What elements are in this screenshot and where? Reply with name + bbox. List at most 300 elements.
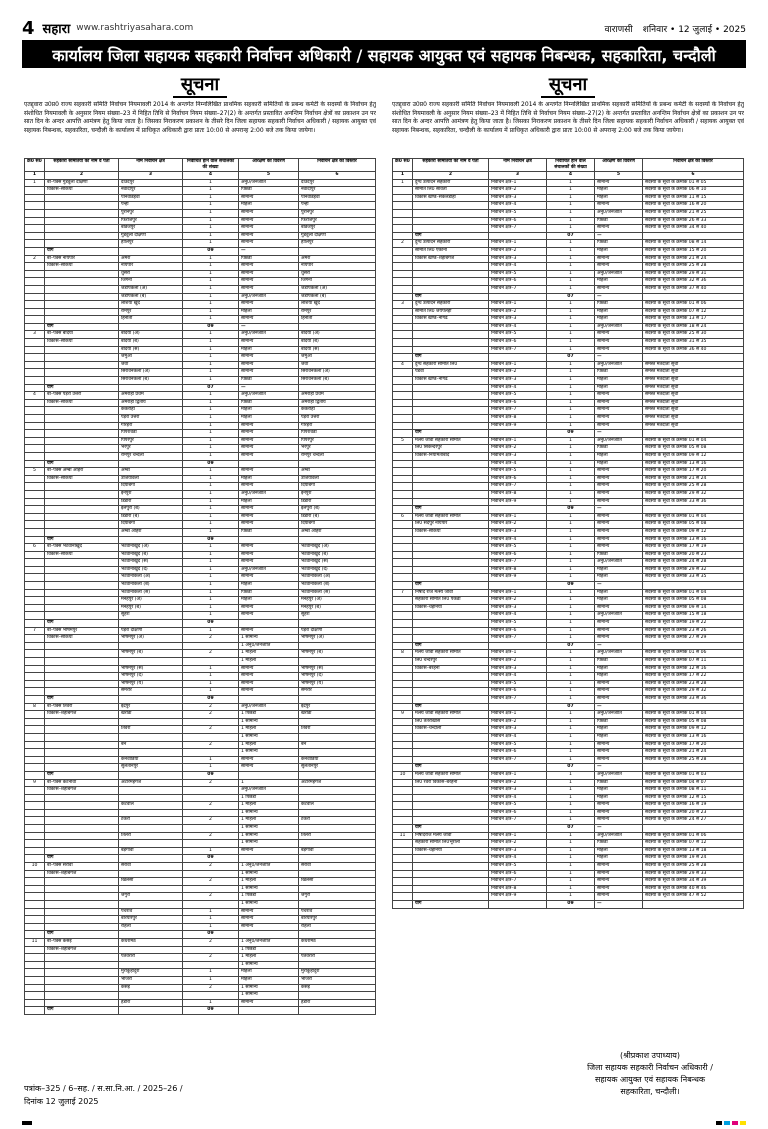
table-cell xyxy=(25,665,45,673)
table-cell: — xyxy=(595,901,643,909)
table-cell: सामान्य xyxy=(595,604,643,612)
table-cell: 1 xyxy=(547,255,595,263)
table-cell: दाउदपुर xyxy=(299,179,376,187)
table-cell: पिछडी xyxy=(239,399,299,407)
table-row xyxy=(25,870,376,878)
table-cell: रामपुर चन्दली xyxy=(299,452,376,460)
table-cell: 1 xyxy=(183,923,239,931)
table-cell: गुडवुला दक्षिणी xyxy=(299,232,376,240)
table-cell: निर्वाचन क्षेत्र–3 xyxy=(489,847,547,855)
table-row xyxy=(393,726,744,734)
table-cell: 1 xyxy=(183,225,239,233)
table-cell: डिडोरी xyxy=(299,498,376,506)
table-cell xyxy=(25,908,45,916)
table-cell xyxy=(413,566,489,574)
table-cell: जडीपकलॉ (ब) xyxy=(299,293,376,301)
table-cell xyxy=(643,825,744,833)
table-cell: विकास–सकिया xyxy=(413,528,489,536)
table-cell xyxy=(25,528,45,536)
table-row xyxy=(25,399,376,407)
right-table-header xyxy=(393,159,744,172)
table-cell: बोडजपुर xyxy=(299,225,376,233)
table-row xyxy=(25,999,376,1007)
table-row xyxy=(393,521,744,529)
table-row xyxy=(25,301,376,309)
table-cell: बी–पैक्स भटवानाखुर्द xyxy=(45,544,119,552)
table-cell xyxy=(25,437,45,445)
table-cell xyxy=(393,756,413,764)
table-cell: अनु0/जनजाति xyxy=(595,559,643,567)
table-cell: 1 xyxy=(547,802,595,810)
table-row xyxy=(25,551,376,559)
table-cell: 1 xyxy=(183,916,239,924)
table-cell: 6 xyxy=(25,544,45,552)
table-cell: बी–पैक्स गुडवुला दक्षिणी xyxy=(45,179,119,187)
table-cell: भटवानाखुर्द (ब) xyxy=(119,551,183,559)
table-row xyxy=(25,407,376,415)
table-cell: — xyxy=(239,384,299,392)
table-cell: सामान्य xyxy=(595,817,643,825)
table-cell: निर्वाचन क्षेत्र–7 xyxy=(489,878,547,886)
table-cell: — xyxy=(595,430,643,438)
table-cell: सदस्यों के सूची के क्रमांक 01 से 06 xyxy=(643,650,744,658)
table-cell: 1 xyxy=(183,392,239,400)
table-cell xyxy=(413,331,489,339)
table-row xyxy=(393,620,744,628)
table-cell xyxy=(45,741,119,749)
table-cell xyxy=(489,506,547,514)
table-cell: दियाबगा xyxy=(299,483,376,491)
table-cell: सामान्य xyxy=(239,468,299,476)
table-cell: सामान्य xyxy=(595,878,643,886)
table-cell xyxy=(413,460,489,468)
table-row xyxy=(25,445,376,453)
table-cell: 1 xyxy=(547,187,595,195)
table-cell xyxy=(413,809,489,817)
table-cell: 1 xyxy=(547,756,595,764)
table-cell xyxy=(643,293,744,301)
table-cell xyxy=(45,604,119,612)
table-cell: निर्वाचन क्षेत्र–2 xyxy=(489,445,547,453)
table-cell xyxy=(45,217,119,225)
table-cell xyxy=(183,794,239,802)
table-cell xyxy=(393,331,413,339)
table-cell: सामान्य xyxy=(239,278,299,286)
table-cell: महिला xyxy=(239,475,299,483)
table-cell: निर्वाचन क्षेत्र–7 xyxy=(489,225,547,233)
table-cell: बड़गावीं xyxy=(299,847,376,855)
table-cell xyxy=(299,384,376,392)
table-cell xyxy=(25,460,45,468)
table-cell: सामान्य xyxy=(239,445,299,453)
table-cell: नायपार xyxy=(299,263,376,271)
table-cell xyxy=(183,658,239,666)
table-row xyxy=(25,604,376,612)
table-cell: सदस्यों के सूची के क्रमांक 17 से 20 xyxy=(643,468,744,476)
table-row xyxy=(393,642,744,650)
table-row xyxy=(25,544,376,552)
table-cell: सामान्य xyxy=(595,285,643,293)
table-cell xyxy=(45,673,119,681)
table-cell xyxy=(393,407,413,415)
table-cell: अनु0/जनजाति xyxy=(595,711,643,719)
table-cell: महिला xyxy=(595,673,643,681)
table-cell xyxy=(413,635,489,643)
table-cell xyxy=(299,642,376,650)
table-cell: योग xyxy=(413,764,489,772)
registration-mark xyxy=(22,1121,32,1125)
table-cell: सदस्यों के सूची के क्रमांक 01 से 04 xyxy=(643,437,744,445)
table-row xyxy=(25,794,376,802)
table-cell xyxy=(119,825,183,833)
table-cell xyxy=(25,931,45,939)
table-cell: निर्वाचन क्षेत्र–6 xyxy=(489,399,547,407)
table-row xyxy=(25,323,376,331)
table-cell xyxy=(119,870,183,878)
table-cell: निर्वाचन क्षेत्र–5 xyxy=(489,544,547,552)
table-cell xyxy=(25,885,45,893)
table-cell: 1 xyxy=(547,612,595,620)
table-cell: निर्वाचन क्षेत्र–2 xyxy=(489,247,547,255)
table-cell xyxy=(393,597,413,605)
table-cell: योग xyxy=(413,901,489,909)
table-row xyxy=(25,536,376,544)
table-cell: सदस्यों के सूची के क्रमांक 01 से 03 xyxy=(643,771,744,779)
table-cell xyxy=(643,901,744,909)
table-cell xyxy=(393,718,413,726)
column-header: क्र0 सं0 xyxy=(25,159,45,172)
table-cell xyxy=(393,452,413,460)
table-cell xyxy=(25,377,45,385)
website-link[interactable]: www.rashtriyasahara.com xyxy=(76,23,194,33)
table-cell: 1 सामान्य xyxy=(239,961,299,969)
table-cell: 1 xyxy=(183,582,239,590)
table-cell: जमुआ xyxy=(119,354,183,362)
table-cell: 1 xyxy=(183,528,239,536)
table-cell: अमरोहा प्रथम xyxy=(299,392,376,400)
table-row xyxy=(393,270,744,278)
table-cell xyxy=(45,354,119,362)
table-row xyxy=(393,718,744,726)
table-cell: बी–पैक्स सरावा xyxy=(45,863,119,871)
table-row xyxy=(393,779,744,787)
table-cell: 1 xyxy=(547,635,595,643)
table-cell: सामान्य xyxy=(595,749,643,757)
table-cell: मनेहपुर (ब) xyxy=(299,604,376,612)
table-cell: सामान्य xyxy=(595,863,643,871)
table-row xyxy=(25,430,376,438)
table-cell xyxy=(119,642,183,650)
table-cell: योग xyxy=(45,460,119,468)
table-row xyxy=(393,688,744,696)
table-row xyxy=(393,544,744,552)
table-cell: पिपरपुर xyxy=(119,437,183,445)
table-cell xyxy=(413,620,489,628)
table-cell: निर्वाचन क्षेत्र–4 xyxy=(489,673,547,681)
table-cell: सरावा xyxy=(119,863,183,871)
table-cell xyxy=(239,620,299,628)
column-number: 1 xyxy=(393,172,413,180)
table-cell: 1 xyxy=(547,263,595,271)
table-cell: 1 xyxy=(183,559,239,567)
table-cell: पिछडी xyxy=(595,369,643,377)
table-cell xyxy=(393,187,413,195)
table-cell: 7 xyxy=(25,627,45,635)
table-cell: 1 सामान्य xyxy=(239,749,299,757)
table-cell: 5 xyxy=(25,468,45,476)
table-cell xyxy=(393,559,413,567)
table-cell xyxy=(25,946,45,954)
table-row xyxy=(393,627,744,635)
table-cell: महिला xyxy=(595,247,643,255)
table-cell xyxy=(413,627,489,635)
table-row xyxy=(393,597,744,605)
table-cell: 1 xyxy=(547,301,595,309)
table-cell xyxy=(393,566,413,574)
table-cell: दियाबगा xyxy=(299,521,376,529)
table-cell: मत्स्य जीवी सहकारी समिति xyxy=(413,711,489,719)
table-cell: भटवानाखुर्द (द) xyxy=(119,566,183,574)
table-cell: डिडोरी xyxy=(119,498,183,506)
table-cell: निर्वाचन क्षेत्र–4 xyxy=(489,794,547,802)
table-cell: योग xyxy=(413,825,489,833)
table-cell: — xyxy=(239,247,299,255)
table-cell xyxy=(25,847,45,855)
table-row xyxy=(25,232,376,240)
table-cell xyxy=(299,323,376,331)
table-cell: हडौरा xyxy=(119,999,183,1007)
table-cell xyxy=(393,475,413,483)
table-cell: अनु0/जनजाति xyxy=(239,787,299,795)
table-cell xyxy=(25,916,45,924)
table-row xyxy=(393,885,744,893)
table-cell xyxy=(299,620,376,628)
table-cell: 1 पिछडी xyxy=(239,794,299,802)
table-cell: 2 xyxy=(183,635,239,643)
table-cell: निर्वाचन क्षेत्र–3 xyxy=(489,194,547,202)
table-cell: 1 सामान्य xyxy=(239,870,299,878)
table-cell xyxy=(299,771,376,779)
table-row xyxy=(25,422,376,430)
column-number: 3 xyxy=(489,172,547,180)
table-cell xyxy=(299,961,376,969)
table-row xyxy=(25,1007,376,1015)
table-cell: अनु0/जनजाति xyxy=(595,361,643,369)
table-cell: 1 xyxy=(183,665,239,673)
table-cell xyxy=(393,749,413,757)
table-cell: सदस्यों के सूची के क्रमांक 36 से 40 xyxy=(643,346,744,354)
table-cell xyxy=(239,536,299,544)
table-cell xyxy=(413,695,489,703)
table-cell xyxy=(119,460,183,468)
table-cell: 1 xyxy=(547,893,595,901)
table-cell: 09 xyxy=(547,901,595,909)
table-cell xyxy=(413,559,489,567)
table-cell xyxy=(489,642,547,650)
table-cell: जमुआ xyxy=(299,354,376,362)
table-cell: हीलिपुर xyxy=(119,240,183,248)
table-cell xyxy=(45,726,119,734)
table-cell xyxy=(45,901,119,909)
table-cell xyxy=(119,695,183,703)
table-cell xyxy=(413,475,489,483)
table-cell: भीषमपुर (य) xyxy=(299,680,376,688)
table-cell: 1 महिला xyxy=(239,954,299,962)
notice-title: सूचना xyxy=(24,72,376,98)
table-cell: मनेहपुर (ब) xyxy=(119,604,183,612)
table-cell: 1 xyxy=(183,589,239,597)
table-cell xyxy=(25,825,45,833)
table-cell: बी–पैक्स पड़रा उत्तरी xyxy=(45,392,119,400)
table-row xyxy=(25,665,376,673)
table-cell: निर्वाचन क्षेत्र–6 xyxy=(489,627,547,635)
table-row xyxy=(393,756,744,764)
table-cell xyxy=(393,855,413,863)
table-cell: सामान्य xyxy=(239,316,299,324)
table-cell: सदस्यों के सूची के क्रमांक 33 से 36 xyxy=(643,498,744,506)
table-cell xyxy=(299,733,376,741)
table-cell: जडीपकलॉ (अ) xyxy=(299,285,376,293)
table-cell xyxy=(413,794,489,802)
table-cell: कसेई xyxy=(299,984,376,992)
table-row xyxy=(393,179,744,187)
table-cell xyxy=(299,946,376,954)
table-row xyxy=(25,703,376,711)
table-row xyxy=(25,726,376,734)
table-cell: योग xyxy=(45,855,119,863)
table-cell: 1 xyxy=(547,749,595,757)
table-cell: महिला xyxy=(595,574,643,582)
table-cell: सामान्य xyxy=(595,802,643,810)
table-cell xyxy=(25,225,45,233)
table-cell: 1 xyxy=(183,255,239,263)
column-header: सहकारी समितियों का नाम व पता xyxy=(413,159,489,172)
table-cell: 2 xyxy=(183,650,239,658)
table-cell: 1 xyxy=(547,202,595,210)
table-cell xyxy=(119,384,183,392)
table-cell: सदस्यों के सूची के क्रमांक 16 से 20 xyxy=(643,202,744,210)
table-row xyxy=(25,308,376,316)
table-row xyxy=(393,475,744,483)
table-cell xyxy=(299,855,376,863)
table-cell xyxy=(25,574,45,582)
table-cell xyxy=(25,384,45,392)
table-cell xyxy=(45,513,119,521)
table-cell: — xyxy=(595,825,643,833)
table-cell xyxy=(299,247,376,255)
table-cell: भटवानाकलॉ (स) xyxy=(299,589,376,597)
table-cell: गुडवुला दक्षिणी xyxy=(119,232,183,240)
table-cell xyxy=(45,377,119,385)
table-cell: सदस्यों के सूची के क्रमांक 25 से 28 xyxy=(643,756,744,764)
table-cell xyxy=(25,658,45,666)
table-cell xyxy=(393,247,413,255)
table-cell: 1 xyxy=(183,490,239,498)
table-cell xyxy=(45,369,119,377)
table-cell xyxy=(45,658,119,666)
table-cell: सदस्यों के सूची के क्रमांक 13 से 16 xyxy=(643,733,744,741)
table-row xyxy=(393,460,744,468)
table-cell: टेकरी xyxy=(119,817,183,825)
table-cell: सदस्यों के सूची के क्रमांक 21 से 24 xyxy=(643,255,744,263)
table-cell: 1 xyxy=(547,566,595,574)
table-cell: निर्वाचन क्षेत्र–8 xyxy=(489,566,547,574)
table-cell: उजियावली xyxy=(119,475,183,483)
table-cell: 07 xyxy=(547,764,595,772)
table-cell: लि0 सदपुर नायपार xyxy=(413,521,489,529)
table-cell: 1 xyxy=(547,779,595,787)
table-cell xyxy=(413,855,489,863)
table-cell xyxy=(239,771,299,779)
table-cell xyxy=(45,407,119,415)
table-row xyxy=(25,976,376,984)
table-cell xyxy=(25,536,45,544)
table-cell: निर्वाचन क्षेत्र–6 xyxy=(489,688,547,696)
table-cell xyxy=(119,1007,183,1015)
table-cell: महिला xyxy=(595,847,643,855)
table-cell: सदस्यों के सूची के क्रमांक 09 से 12 xyxy=(643,726,744,734)
table-cell: सदस्यों के सूची के क्रमांक 05 से 08 xyxy=(643,445,744,453)
table-cell xyxy=(45,308,119,316)
table-cell: निर्वाचन क्षेत्र–3 xyxy=(489,452,547,460)
table-cell: समस्त मतदाता सूची xyxy=(643,369,744,377)
table-cell: 1 xyxy=(547,475,595,483)
table-row xyxy=(25,187,376,195)
table-cell: 1 xyxy=(547,407,595,415)
table-cell: 1 xyxy=(547,711,595,719)
table-cell: निर्वाचन क्षेत्र–7 xyxy=(489,559,547,567)
table-cell: भीषमपुर (अ) xyxy=(119,635,183,643)
table-cell: महिला xyxy=(595,589,643,597)
table-cell: सामान्य xyxy=(239,301,299,309)
table-cell xyxy=(45,506,119,514)
table-cell: पिपरावडी xyxy=(119,430,183,438)
table-cell xyxy=(119,809,183,817)
table-cell xyxy=(489,901,547,909)
table-cell xyxy=(413,741,489,749)
table-cell: भटवानाकलॉ (ब) xyxy=(299,582,376,590)
table-cell xyxy=(299,749,376,757)
table-row xyxy=(25,711,376,719)
table-row xyxy=(25,650,376,658)
table-cell: 1 xyxy=(547,870,595,878)
table-cell: — xyxy=(595,764,643,772)
table-cell: सुहरा xyxy=(299,612,376,620)
table-cell: 09 xyxy=(183,323,239,331)
table-cell xyxy=(299,787,376,795)
table-cell xyxy=(45,642,119,650)
column-header: निर्वाचित होने वाले संचालकों की संख्या xyxy=(547,159,595,172)
table-cell xyxy=(393,217,413,225)
table-cell xyxy=(183,946,239,954)
edition-city: वाराणसी xyxy=(604,24,633,35)
table-cell: अनु0/जनजाति xyxy=(239,179,299,187)
table-cell: सामान्य xyxy=(239,452,299,460)
table-cell: निर्वाचन क्षेत्र–5 xyxy=(489,620,547,628)
table-cell xyxy=(413,217,489,225)
table-row xyxy=(393,528,744,536)
table-cell: पिछडी xyxy=(595,718,643,726)
table-cell xyxy=(25,733,45,741)
table-cell: सदस्यों के सूची के क्रमांक 07 से 11 xyxy=(643,658,744,666)
table-cell: सामान्य xyxy=(595,688,643,696)
table-row xyxy=(25,893,376,901)
table-cell: 1 xyxy=(183,407,239,415)
reference-footer xyxy=(24,1082,183,1108)
table-cell xyxy=(413,756,489,764)
table-cell xyxy=(25,483,45,491)
table-cell: महिला xyxy=(595,187,643,195)
